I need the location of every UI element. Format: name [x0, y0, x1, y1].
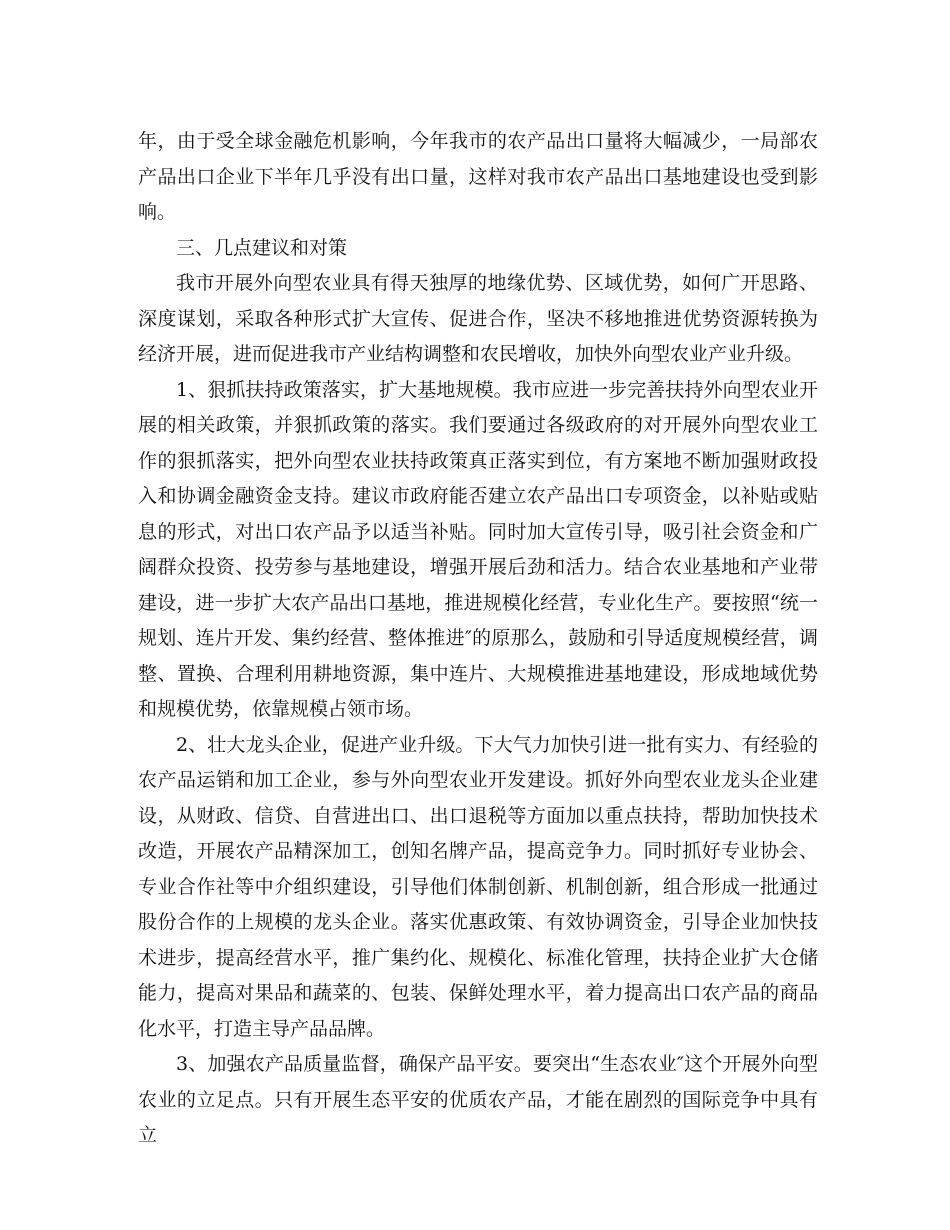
paragraph-item-2: 2、壮大龙头企业，促进产业升级。下大气力加快引进一批有实力、有经验的农产品运销和加工企业，参与外向型农业开发建设。抓好外向型农业龙头企业建设，从财政、信贷、自营进出口、出口退税等方面加以重点扶持，帮助加快技术改造，开展农产品精深加工，创知名牌产品，提高竞争力。同时抓好专业协会、专业合作社等中介组织建设，引导他们体制创新、机制创新，组合形成一批通过股份合作的上规模的龙头企业。落实优惠政策、有效协调资金，引导企业加快技术进步，提高经营水平，推广集约化、规模化、标准化管理，扶持企业扩大仓储能力，提高对果品和蔬菜的、包装、保鲜处理水平，着力提高出口农产品的商品化水平，打造主导产品品牌。 — [138, 733, 818, 1040]
paragraph-item-3: 3、加强农产品质量监督，确保产品平安。要突出“生态农业″这个开展外向型农业的立足点。只有开展生态平安的优质农产品，才能在剧烈的国际竞争中具有立 — [138, 1053, 818, 1146]
paragraph-continuation: 年，由于受全球金融危机影响，今年我市的农产品出口量将大幅减少，一局部农产品出口企业下半年几乎没有出口量，这样对我市农产品出口基地建设也受到影响。 — [138, 130, 818, 223]
document-body — [138, 124, 818, 1154]
paragraph-intro: 我市开展外向型农业具有得天独厚的地缘优势、区域优势，如何广开思路、深度谋划，采取各种形式扩大宣传、促进合作，坚决不移地推进优势资源转换为经济开展，进而促进我市产业结构调整和农民增收，加快外向型农业产业升级。 — [138, 272, 818, 365]
paragraph-item-1: 1、狠抓扶持政策落实，扩大基地规模。我市应进一步完善扶持外向型农业开展的相关政策，并狠抓政策的落实。我们要通过各级政府的对开展外向型农业工作的狠抓落实，把外向型农业扶持政策真正落实到位，有方案地不断加强财政投入和协调金融资金支持。建议市政府能否建立农产品出口专项资金，以补贴或贴息的形式，对出口农产品予以适当补贴。同时加大宣传引导，吸引社会资金和广阔群众投资、投劳参与基地建设，增强开展后劲和活力。结合农业基地和产业带建设，进一步扩大农产品出口基地，推进规模化经营，专业化生产。要按照“统一规划、连片开发、集约经营、整体推进″的原那么，鼓励和引导适度规模经营，调整、置换、合理利用耕地资源，集中连片、大规模推进基地建设，形成地域优势和规模优势，依靠规模占领市场。 — [138, 378, 818, 720]
section-heading: 三、几点建议和对策 — [176, 236, 348, 259]
